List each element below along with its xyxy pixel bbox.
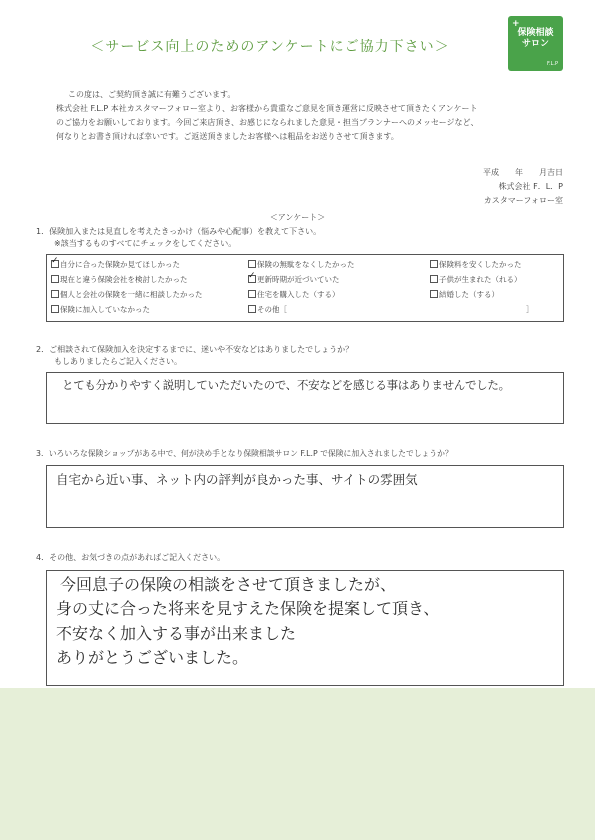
option-label: 更新時期が近づいていた: [257, 275, 340, 284]
survey-title: ＜サービス向上のためのアンケートにご協力下さい＞: [90, 39, 450, 55]
option-label: 保険の無駄をなくしたかった: [257, 260, 355, 269]
question-2-text: 2．ご相談されて保険加入を決定するまでに、迷いや不安などはありましたでしょうか？: [36, 345, 354, 354]
checkbox-icon[interactable]: [430, 260, 438, 268]
checkbox-icon[interactable]: [430, 290, 438, 298]
option-label: 個人と会社の保険を一緒に相談したかった: [60, 290, 203, 299]
option-label: 住宅を購入した（する）: [257, 290, 340, 299]
question-4-answer-line: 身の丈に合った将来を見すえた保険を提案して頂き、: [56, 599, 440, 618]
intro-line: 何なりとお書き頂ければ幸いです。ご返送頂きましたお客様へは粗品をお送りさせて頂きます。: [56, 132, 399, 141]
question-1-text: 1．保険加入または見直しを考えたきっかけ（悩みや心配事）を教えて下さい。: [36, 227, 322, 236]
option-label: 子供が生まれた（れる）: [439, 275, 522, 284]
option-married[interactable]: [430, 289, 499, 300]
option-label: 現在と違う保険会社を検討したかった: [60, 275, 188, 284]
question-3: [36, 448, 453, 460]
checkbox-icon[interactable]: [248, 305, 256, 313]
option-self-fit[interactable]: [51, 259, 180, 270]
option-label: 保険料を安くしたかった: [439, 260, 522, 269]
option-renewal[interactable]: [248, 274, 340, 285]
option-personal-corporate[interactable]: [51, 289, 203, 300]
question-4-answer-line: ありがとうございました。: [56, 648, 249, 667]
plus-icon: +: [512, 19, 520, 29]
survey-heading: ＜アンケート＞: [269, 213, 326, 222]
checkbox-icon[interactable]: [51, 275, 59, 283]
company-name: 株式会社 F．L．P: [498, 182, 563, 191]
question-2-note: もしありましたらご記入ください。: [54, 357, 182, 366]
option-label: 自分に合った保険か見てほしかった: [60, 260, 180, 269]
question-4-answer-line: 今回息子の保険の相談をさせて頂きましたが、: [60, 575, 397, 594]
option-child-born[interactable]: [430, 274, 522, 285]
checkbox-icon[interactable]: [248, 290, 256, 298]
checkbox-icon[interactable]: [51, 305, 59, 313]
question-4-answer-line: 不安なく加入する事が出来ました: [56, 624, 297, 643]
option-lower-premium[interactable]: [430, 259, 522, 270]
logo-line-1: 保険相談: [517, 28, 554, 38]
intro-line: のご協力をお願いしております。今回ご来店頂き、お感じになられました意見・担当プランナーへのメッセージなど、: [56, 118, 479, 127]
option-label: 保険に加入していなかった: [60, 305, 150, 314]
intro-line: この度は、ご契約頂き誠に有難うございます。: [68, 90, 236, 99]
option-label: その他［: [257, 305, 287, 314]
option-label: 結婚した（する）: [439, 290, 499, 299]
checkbox-checked-icon[interactable]: [51, 260, 59, 268]
option-reduce-waste[interactable]: [248, 259, 355, 270]
question-4-text: 4．その他、お気づきの点があればご記入ください。: [36, 553, 226, 562]
question-1-note: ※該当するものすべてにチェックをしてください。: [54, 239, 237, 248]
checkbox-icon[interactable]: [248, 260, 256, 268]
checkbox-icon[interactable]: [51, 290, 59, 298]
question-4: [36, 552, 225, 564]
question-3-answer: 自宅から近い事、ネット内の評判が良かった事、サイトの雰囲気: [56, 472, 418, 487]
checkbox-icon[interactable]: [430, 275, 438, 283]
other-bracket-close: ］: [526, 305, 534, 314]
question-2: [36, 344, 353, 368]
option-not-insured[interactable]: [51, 304, 150, 315]
question-1: [36, 226, 321, 250]
date-line: 平成 年 月吉日: [483, 168, 563, 177]
department-name: カスタマーフォロー室: [483, 196, 563, 205]
option-house[interactable]: [248, 289, 340, 300]
signature-block: [483, 166, 563, 208]
intro-text: [58, 88, 578, 144]
footer-band: [0, 688, 595, 840]
logo-line-2: サロン: [521, 39, 549, 49]
checkbox-checked-icon[interactable]: [248, 275, 256, 283]
intro-line: 株式会社 F.L.P 本社カスタマーフォロー室より、お客様から貴重なご意見を頂き運営に反映させて頂きたくアンケート: [56, 104, 478, 113]
question-3-text: 3．いろいろな保険ショップがある中で、何が決め手となり保険相談サロン F.L.P で保険に加入されましたでしょうか？: [36, 449, 453, 458]
option-other[interactable]: [248, 304, 287, 315]
logo-line-3: F.L.P: [546, 61, 558, 67]
salon-logo: [508, 16, 563, 71]
question-2-answer: とても分かりやすく説明していただいたので、不安などを感じる事はありませんでした。: [62, 378, 510, 392]
option-other-insurer[interactable]: [51, 274, 188, 285]
